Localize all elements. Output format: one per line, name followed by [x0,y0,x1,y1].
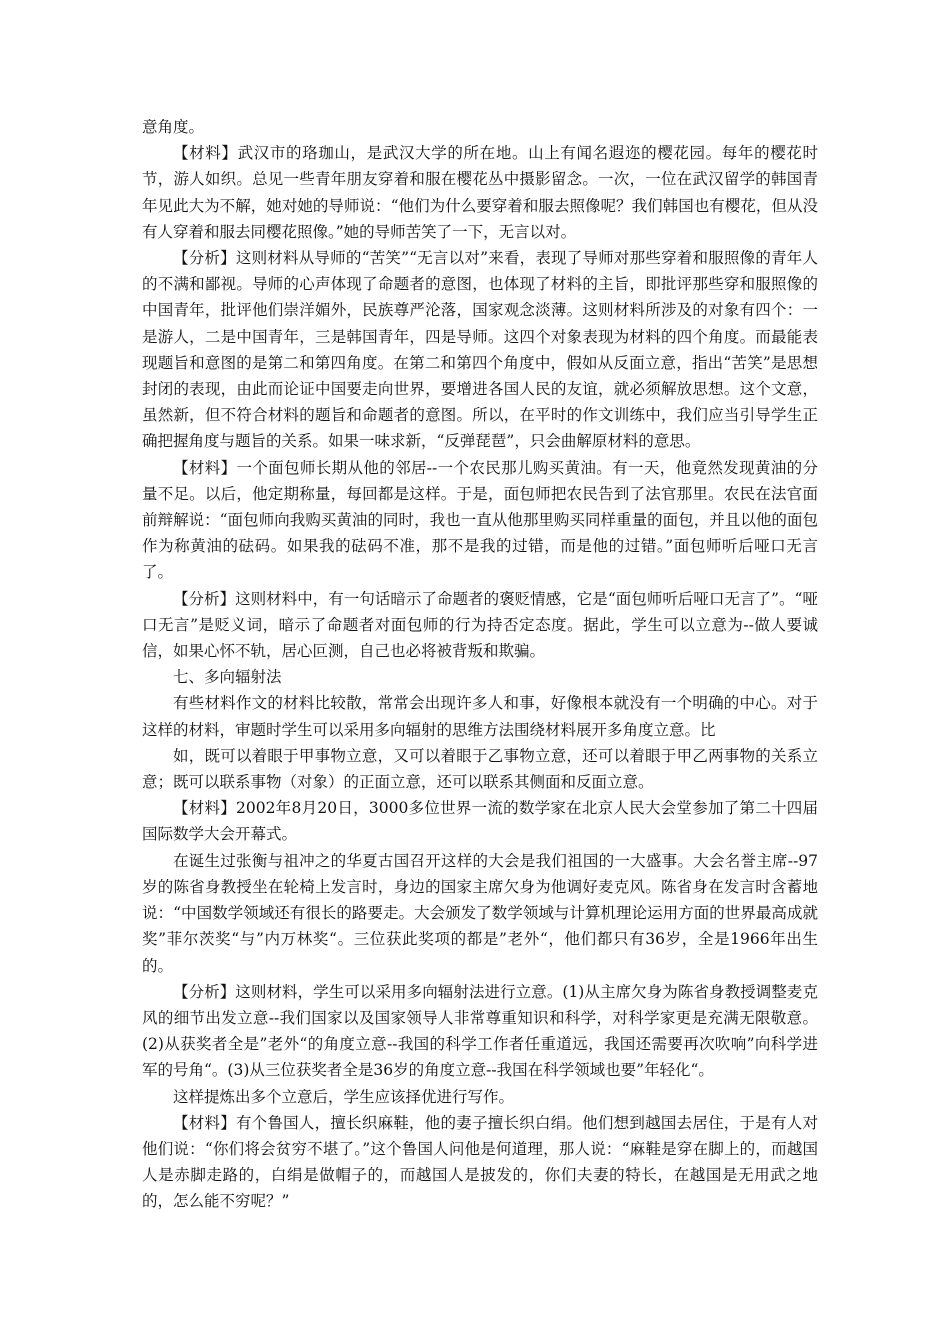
paragraph: 【分析】这则材料，学生可以采用多向辐射法进行立意。(1)从主席欠身为陈省身教授调整麦克风的细节出发立意--我们国家以及国家领导人非常尊重知识和科学，对科学家更是充满无限敬意。(2)从获奖者全是”老外“的角度立意--我国的科学工作者任重道远，我国还需要再次吹响”向科学进军的号角“。(3)从三位获奖者全是36岁的角度立意--我国在科学领域也要”年轻化“。 [142,982,818,1080]
paragraph: 【材料】有个鲁国人，擅长织麻鞋，他的妻子擅长织白绢。他们想到越国去居住，于是有人对他们说：“你们将会贫穷不堪了。”这个鲁国人问他是何道理，那人说：“麻鞋是穿在脚上的，而越国人是赤脚走路的，白绢是做帽子的，而越国人是披发的，你们夫妻的特长，在越国是无用武之地的，怎么能不穷呢？” [142,1113,818,1211]
paragraph: 【分析】这则材料中，有一句话暗示了命题者的褒贬情感，它是“面包师听后哑口无言了”。“哑口无言”是贬义词，暗示了命题者对面包师的行为持否定态度。据此，学生可以立意为--做人要诚信，如果心怀不轨，居心叵测，自己也必将被背叛和欺骗。 [142,589,818,661]
paragraph: 【材料】2002年8月20日，3000多位世界一流的数学家在北京人民大会堂参加了第二十四届国际数学大会开幕式。 [142,799,818,844]
paragraph: 有些材料作文的材料比较散，常常会出现许多人和事，好像根本就没有一个明确的中心。对于这样的材料，审题时学生可以采用多向辐射的思维方法围绕材料展开多角度立意。比 [142,694,818,739]
paragraph: 如，既可以着眼于甲事物立意，又可以着眼于乙事物立意，还可以着眼于甲乙两事物的关系立意；既可以联系事物（对象）的正面立意，还可以联系其侧面和反面立意。 [142,746,818,792]
paragraph: 意角度。 [142,118,205,136]
paragraph: 【材料】一个面包师长期从他的邻居--一个农民那儿购买黄油。有一天，他竟然发现黄油的分量不足。以后，他定期称量，每回都是这样。于是，面包师把农民告到了法官那里。农民在法官面前辩解说：“面包师向我购买黄油的同时，我也一直从他那里购买同样重量的面包，并且以他的面包作为称黄油的砝码。如果我的砝码不准，那不是我的过错，而是他的过错。”面包师听后哑口无言了。 [142,458,818,582]
paragraph: 在诞生过张衡与祖冲之的华夏古国召开这样的大会是我们祖国的一大盛事。大会名誉主席--97岁的陈省身教授坐在轮椅上发言时，身边的国家主席欠身为他调好麦克风。陈省身在发言时含蓄地说：“中国数学领域还有很长的路要走。大会颁发了数学领域与计算机理论运用方面的世界最高成就奖”菲尔茨奖“与”内万林奖“。三位获此奖项的都是”老外“，他们都只有36岁，全是1966年出生的。 [142,851,818,975]
paragraph: 这样提炼出多个立意后，学生应该择优进行写作。 [173,1087,515,1106]
paragraph: 【材料】武汉市的珞珈山，是武汉大学的所在地。山上有闻名遐迩的樱花园。每年的樱花时节，游人如织。总见一些青年朋友穿着和服在樱花丛中摄影留念。一次，一位在武汉留学的韩国青年见此大为不解，她对她的导师说：“他们为什么要穿着和服去照像呢？我们韩国也有樱花，但从没有人穿着和服去同樱花照像。”她的导师苦笑了一下，无言以对。 [142,144,818,241]
paragraph: 【分析】这则材料从导师的“苦笑”“无言以对”来看，表现了导师对那些穿着和服照像的青年人的不满和鄙视。导师的心声体现了命题者的意图，也体现了材料的主旨，即批评那些穿和服照像的中国青年，批评他们崇洋媚外，民族尊严沦落，国家观念淡薄。这则材料所涉及的对象有四个：一是游人，二是中国青年，三是韩国青年，四是导师。这四个对象表现为材料的四个角度。而最能表现题旨和意图的是第二和第四角度。在第二和第四个角度中，假如从反面立意，指出“苦笑”是思想封闭的表现，由此而论证中国要走向世界，要增进各国人民的友谊，就必须解放思想。这个文意，虽然新，但不符合材料的题旨和命题者的意图。所以，在平时的作文训练中，我们应当引导学生正确把握角度与题旨的关系。如果一味求新，“反弹琵琶”，只会曲解原材料的意思。 [142,249,818,451]
document-body [142,114,818,1215]
section-heading: 七、多向辐射法 [173,668,282,687]
